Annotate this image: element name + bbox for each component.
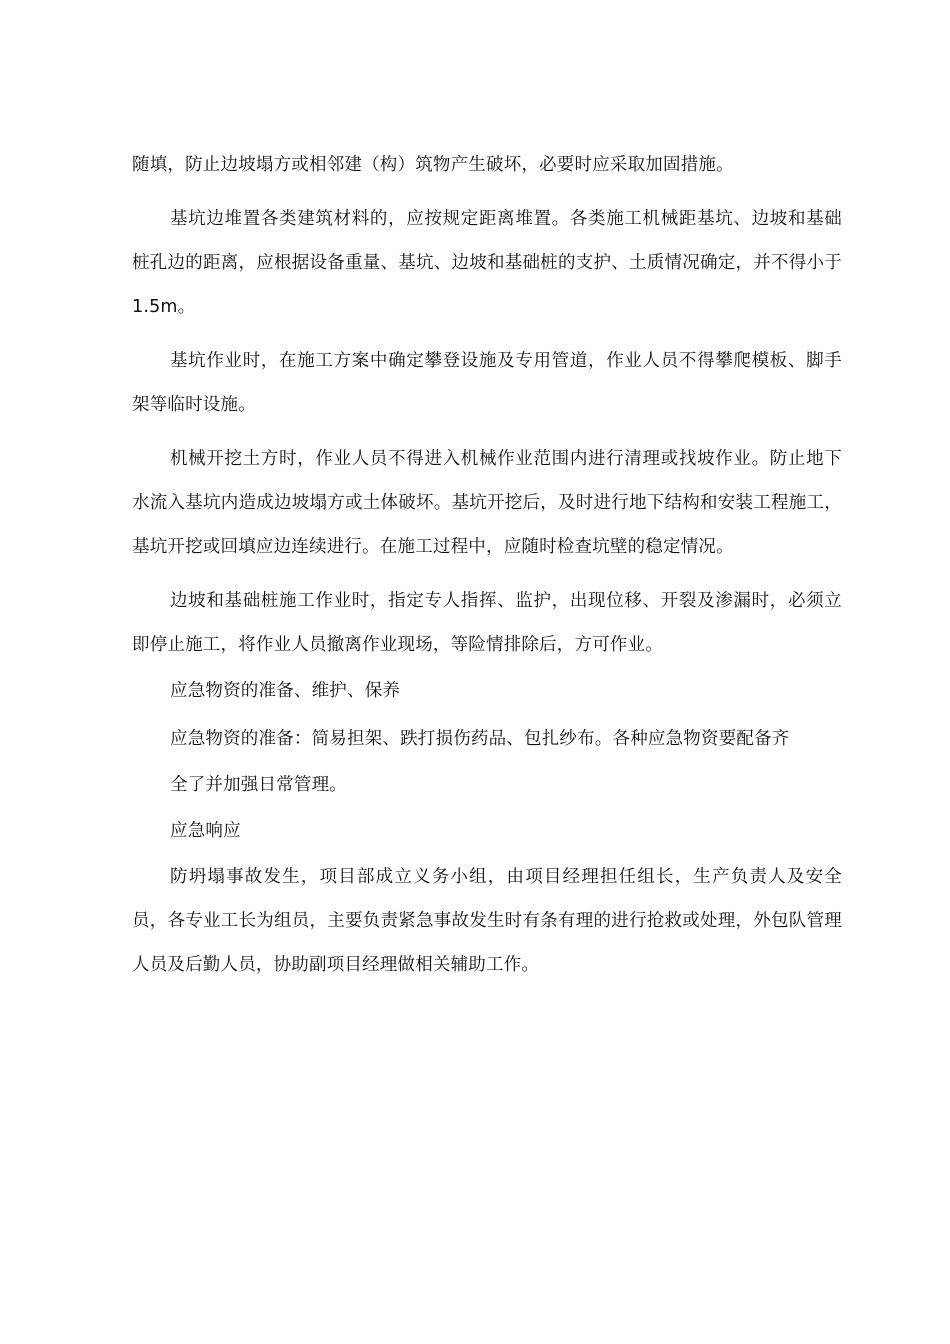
paragraph-slope-monitoring: 边坡和基础桩施工作业时，指定专人指挥、监护，出现位移、开裂及渗漏时，必须立即停止施工，将作业人员撤离作业现场，等险情排除后，方可作业。: [132, 591, 842, 655]
document-body: [132, 143, 842, 987]
paragraph-supplies-management: 全了并加强日常管理。: [170, 775, 347, 795]
paragraph-response-team: 防坍塌事故发生，项目部成立义务小组，由项目经理担任组长，生产负责人及安全员，各专业工长为组员，主要负责紧急事故发生时有条有理的进行抢救或处理，外包队管理人员及后勤人员，协助副项目经理做相关辅助工作。: [132, 867, 842, 975]
heading-emergency-supplies: 应急物资的准备、维护、保养: [170, 681, 401, 701]
paragraph-climbing-facilities: 基坑作业时，在施工方案中确定攀登设施及专用管道，作业人员不得攀爬模板、脚手架等临时设施。: [132, 351, 842, 415]
paragraph-supplies-preparation: 应急物资的准备：简易担架、跌打损伤药品、包扎纱布。各种应急物资要配备齐: [170, 729, 790, 749]
paragraph-material-stacking: 基坑边堆置各类建筑材料的，应按规定距离堆置。各类施工机械距基坑、边坡和基础桩孔边的距离，应根据设备重量、基坑、边坡和基础桩的支护、土质情况确定，并不得小于1.5m。: [132, 209, 842, 317]
heading-emergency-response: 应急响应: [170, 821, 241, 841]
paragraph-continued-text: 随填，防止边坡塌方或相邻建（构）筑物产生破坏，必要时应采取加固措施。: [132, 155, 734, 175]
paragraph-mechanical-excavation: 机械开挖土方时，作业人员不得进入机械作业范围内进行清理或找坡作业。防止地下水流入基坑内造成边坡塌方或土体破坏。基坑开挖后，及时进行地下结构和安装工程施工，基坑开挖或回填应边连续进行。在施工过程中，应随时检查坑壁的稳定情况。: [132, 449, 842, 557]
